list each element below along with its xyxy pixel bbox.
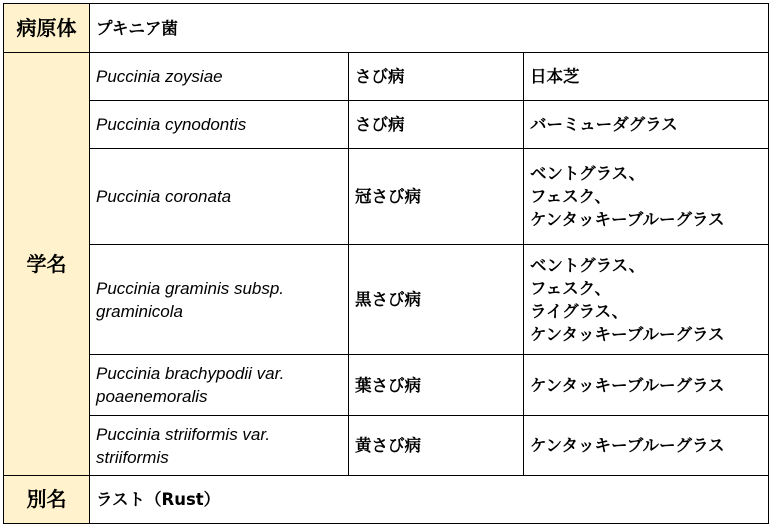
scientific-name: Puccinia graminis subsp. graminicola	[90, 245, 349, 355]
table-row	[4, 149, 769, 245]
disease-name: さび病	[349, 53, 524, 101]
table-row	[4, 101, 769, 149]
scientific-name: Puccinia brachypodii var. poaenemoralis	[90, 355, 349, 416]
disease-name: 黄さび病	[349, 416, 524, 476]
disease-name: 冠さび病	[349, 149, 524, 245]
disease-name: さび病	[349, 101, 524, 149]
table-row	[4, 53, 769, 101]
table-row	[4, 355, 769, 416]
host-grass-line: ケンタッキーブルーグラス	[530, 436, 725, 455]
host-grass	[524, 53, 769, 101]
host-grass-line: バーミューダグラス	[530, 115, 678, 134]
table-row	[4, 245, 769, 355]
host-grass-line: フェスク、	[530, 187, 612, 206]
scientific-name: Puccinia cynodontis	[90, 101, 349, 149]
alias-header: 別名	[4, 476, 90, 524]
rust-disease-table	[3, 3, 769, 524]
scientific-name: Puccinia coronata	[90, 149, 349, 245]
host-grass	[524, 245, 769, 355]
table-row	[4, 416, 769, 476]
scientific-name-header: 学名	[4, 53, 90, 476]
host-grass-line: ケンタッキーブルーグラス	[530, 324, 725, 344]
host-grass	[524, 416, 769, 476]
host-grass-line: ケンタッキーブルーグラス	[530, 210, 725, 229]
host-grass-line: フェスク、	[530, 278, 612, 298]
scientific-name: Puccinia zoysiae	[90, 53, 349, 101]
host-grass-line: ケンタッキーブルーグラス	[530, 375, 725, 395]
disease-name: 黒さび病	[349, 245, 524, 355]
scientific-name: Puccinia striiformis var. striiformis	[90, 416, 349, 476]
host-grass	[524, 149, 769, 245]
host-grass-line: ベントグラス、	[530, 255, 646, 275]
pathogen-row	[4, 4, 769, 53]
host-grass-line: 日本芝	[530, 67, 580, 86]
disease-name: 葉さび病	[349, 355, 524, 416]
host-grass	[524, 101, 769, 149]
host-grass	[524, 355, 769, 416]
alias-value: ラスト（Rust）	[90, 476, 769, 524]
host-grass-line: ライグラス、	[530, 301, 629, 321]
host-grass-line: ベントグラス、	[530, 164, 646, 183]
pathogen-header: 病原体	[4, 4, 90, 53]
pathogen-value: プキニア菌	[90, 4, 769, 53]
alias-row	[4, 476, 769, 524]
